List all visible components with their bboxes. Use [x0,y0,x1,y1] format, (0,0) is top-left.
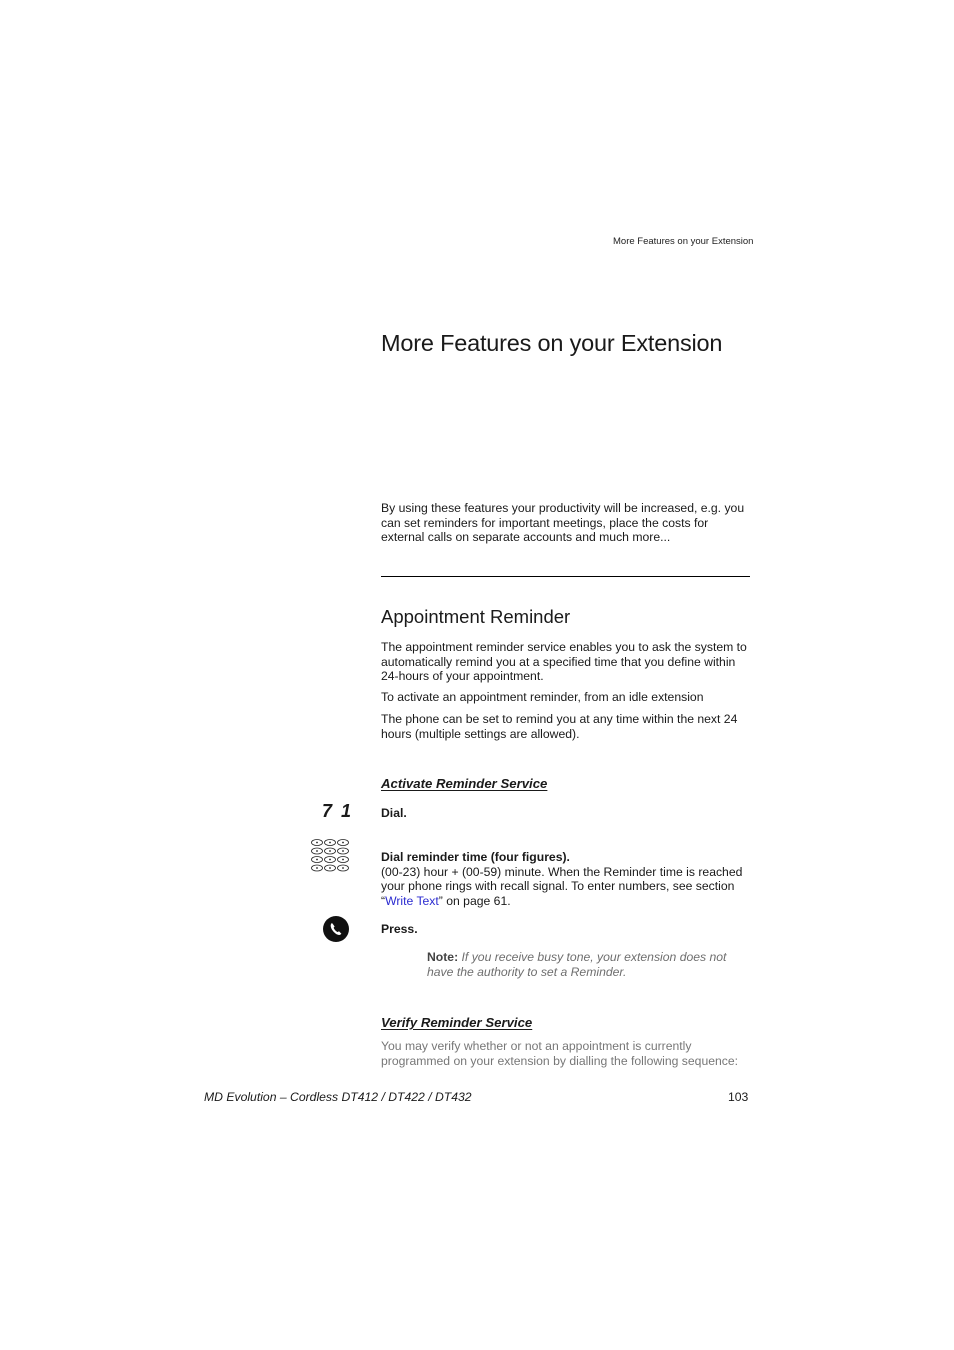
note-text: If you receive busy tone, your extension does not have the authority to set a Reminder. [427,950,727,979]
section-divider [381,576,750,577]
dial-step-label: Dial. [381,806,407,820]
intro-paragraph: By using these features your productivity will be increased, e.g. you can set reminders for important meetings, place the costs for external calls on separate accounts and much more... [381,501,745,544]
dial-time-text-end: ” on page 61. [438,893,511,908]
verify-heading: Verify Reminder Service [381,1015,533,1030]
activate-heading: Activate Reminder Service [381,776,548,791]
press-step-label: Press. [381,922,418,936]
note-label: Note: [427,950,459,964]
phone-handset-icon [322,915,350,948]
write-text-link[interactable]: Write Text [385,893,439,908]
note [427,950,749,979]
running-head: More Features on your Extension [613,236,754,247]
section-title: Appointment Reminder [381,606,571,627]
dial-digits: 7 1 [322,801,354,821]
section-paragraph-1: The appointment reminder service enables you to ask the system to automatically remind you at a specified time that you define within 24-hours of your appointment. [381,640,747,683]
footer-page-number: 103 [728,1090,749,1104]
verify-paragraph: You may verify whether or not an appointment is currently programmed on your extension by dialling the following sequence: [381,1039,739,1068]
page-title: More Features on your Extension [381,330,723,356]
dial-time-text: (00-23) hour + (00-59) minute. When the Reminder time is reached your phone rings with recall signal. To enter numbers, see section “ [381,864,743,908]
dial-time-label: Dial reminder time (four figures). [381,850,570,864]
keypad-icon [310,838,352,879]
dial-time-step [381,850,753,908]
section-paragraph-3: The phone can be set to remind you at any time within the next 24 hours (multiple settings are allowed). [381,712,738,741]
footer-document-title: MD Evolution – Cordless DT412 / DT422 / DT432 [204,1090,472,1104]
section-paragraph-2: To activate an appointment reminder, from an idle extension [381,690,704,704]
